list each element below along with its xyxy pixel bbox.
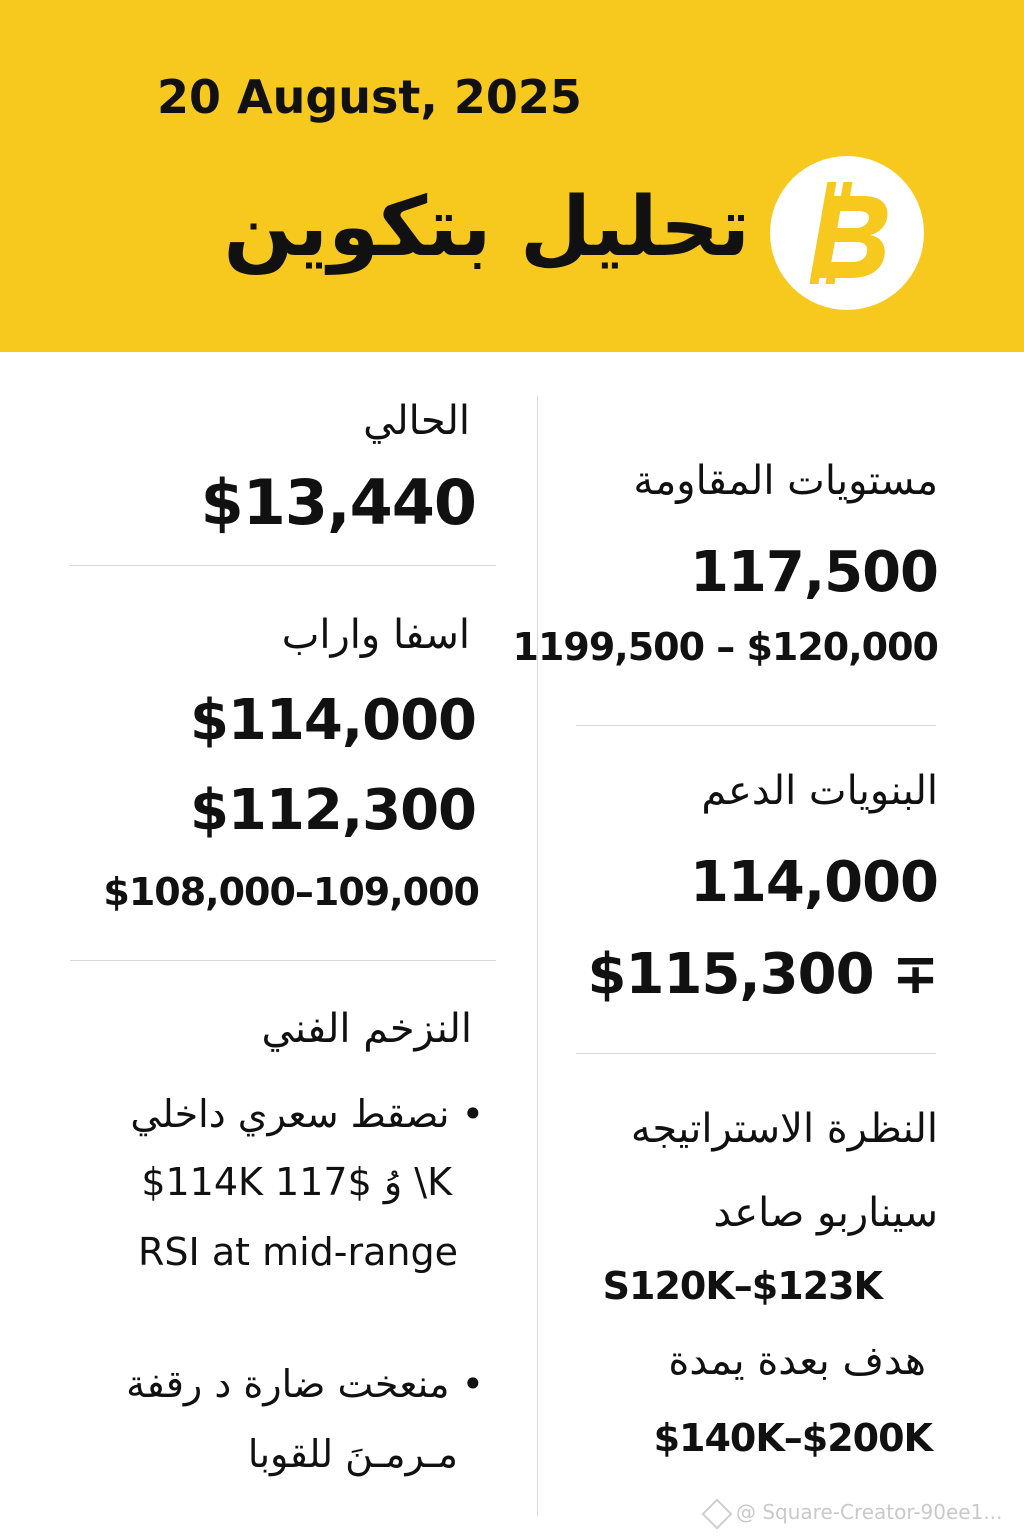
technical-rsi-note: RSI at mid-range: [138, 1230, 458, 1274]
long-term-range: $140K–$200K: [653, 1416, 932, 1460]
date-label: 20 August, 2025: [157, 70, 582, 124]
technical-bullet-2-line2: مـرمـنَ للقوبا: [247, 1432, 458, 1476]
divider: [576, 1053, 936, 1054]
bottoms-label: اسفا واراب: [281, 612, 470, 658]
bitcoin-icon: [770, 156, 924, 310]
resistance-range: 1199,500 – $120,000: [512, 625, 938, 669]
strategy-label: النظرة الاستراتيجه: [630, 1106, 938, 1152]
current-price: $13,440: [200, 466, 476, 539]
support-value-2: $115,300 ∓: [587, 942, 938, 1007]
watermark-text: @ Square-Creator-90ee1...: [736, 1500, 1003, 1524]
long-term-target-label: هدف بعدة يمدة: [668, 1338, 926, 1384]
technical-bullet-1: • نصقط سعري داخلي: [130, 1092, 484, 1136]
divider: [70, 565, 496, 566]
watermark: [706, 1500, 1002, 1525]
current-label: الحالي: [363, 398, 470, 444]
divider: [576, 725, 936, 726]
bottom-value-3: $108,000–109,000: [103, 870, 479, 914]
bottom-value-2: $112,300: [189, 778, 476, 843]
technical-label: النزخم الفني: [261, 1006, 472, 1052]
divider: [70, 960, 496, 961]
header-banner: [0, 0, 1024, 352]
support-label: البنويات الدعم: [701, 768, 938, 814]
resistance-value: 117,500: [689, 540, 938, 605]
page-title: تحليل بتكوين: [223, 180, 750, 275]
column-divider: [537, 396, 538, 1516]
bullish-scenario-label: سيناربو صاعد: [713, 1190, 938, 1236]
technical-bullet-2: • منعخت ضارة د رقفة: [126, 1362, 484, 1406]
bottom-value-1: $114,000: [189, 688, 476, 753]
diamond-icon: [701, 1498, 732, 1529]
support-value-1: 114,000: [689, 850, 938, 915]
resistance-label: مستويات المقاومة: [633, 458, 938, 504]
bullish-range: S120K–$123K: [602, 1264, 882, 1308]
technical-bullet-1-levels: $114K وُ $117 \K: [141, 1160, 452, 1204]
